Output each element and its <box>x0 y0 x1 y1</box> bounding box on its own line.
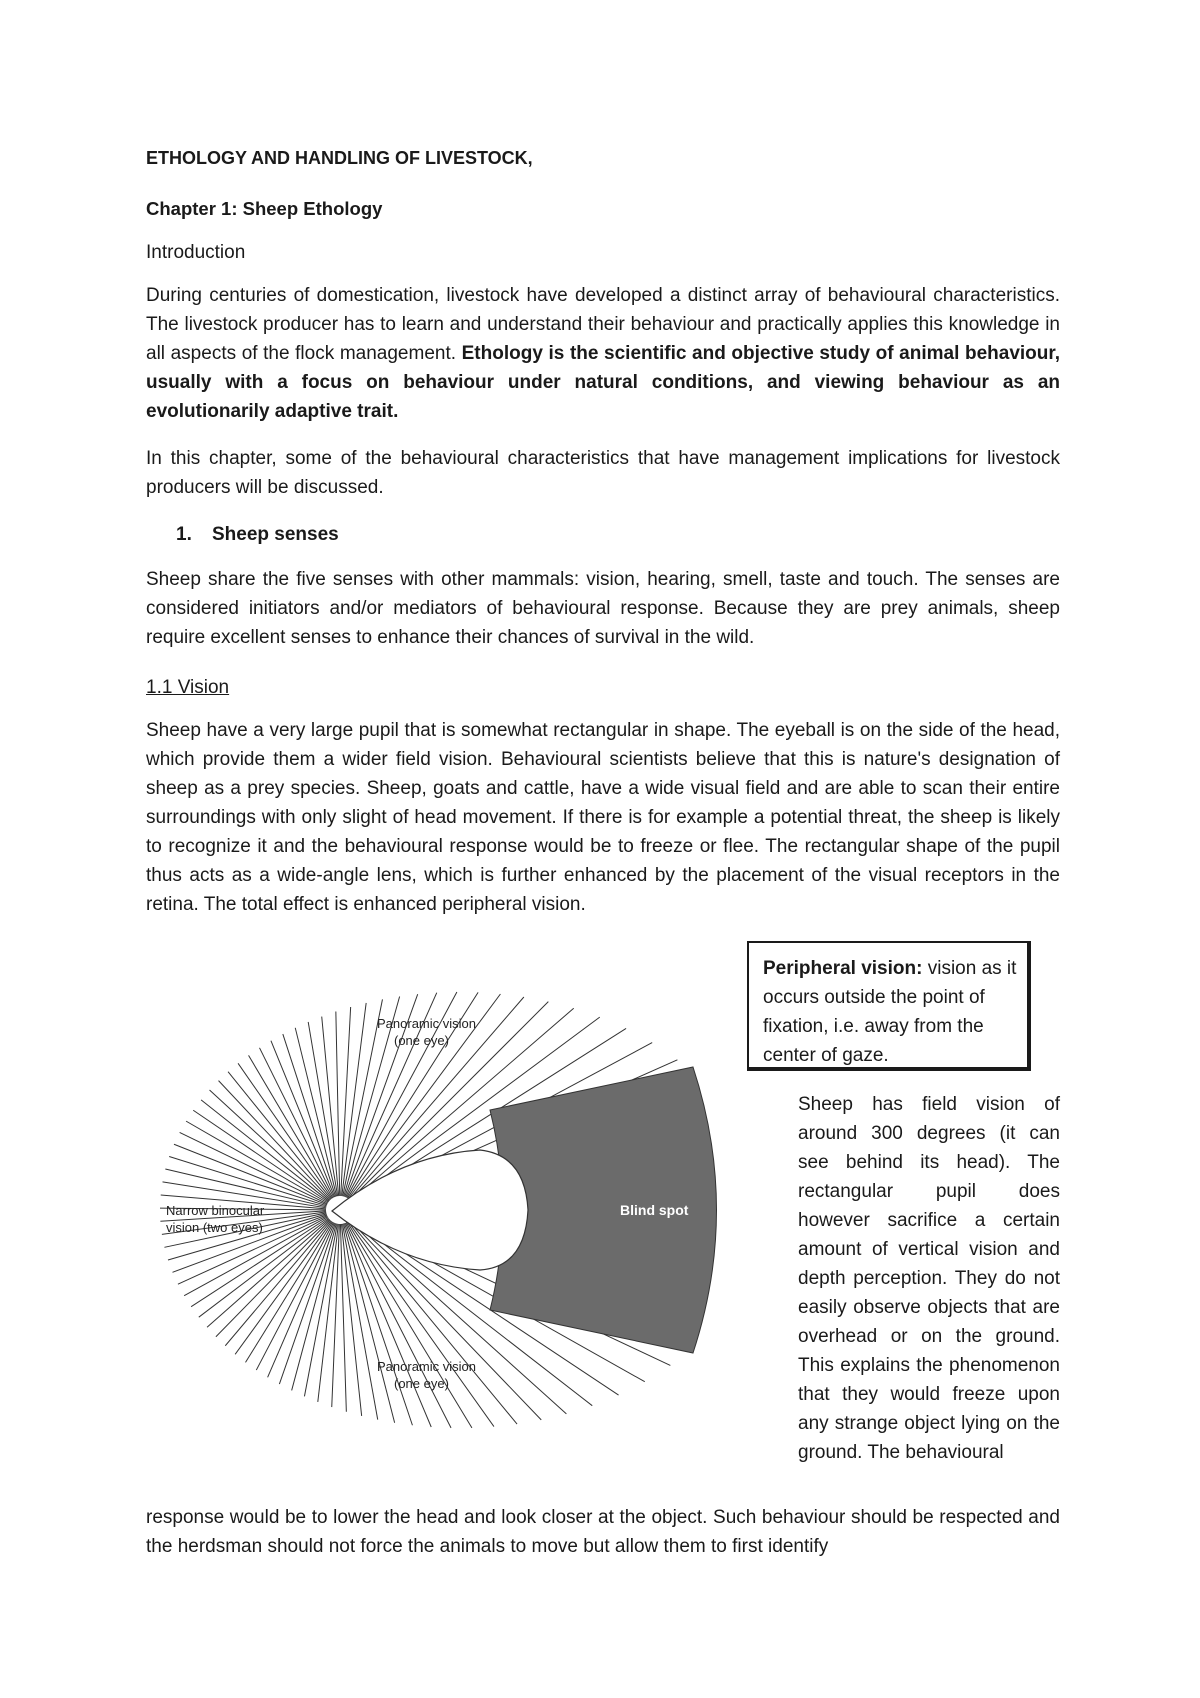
vision-ray <box>271 1041 335 1197</box>
vision-ray <box>343 1224 394 1423</box>
paragraph-domestication <box>146 281 1060 426</box>
section-title: Sheep senses <box>212 524 339 545</box>
label-binocular-2: vision (two eyes) <box>166 1220 263 1235</box>
vision-ray <box>341 1224 361 1416</box>
ethology-definition: Ethology is the scientific and objective study of animal behaviour, usually with a focus on behaviour under natural conditions, and viewing behaviour as an evolutionarily adaptive trait. <box>146 343 1060 422</box>
section-number: 1. <box>176 524 192 545</box>
vision-ray <box>344 1223 412 1425</box>
label-binocular-1: Narrow binocular <box>166 1203 265 1218</box>
label-panoramic-top-2: (one eye) <box>394 1033 449 1048</box>
vision-ray <box>216 1220 330 1337</box>
paragraph-field-vision-right: Sheep has field vision of around 300 degrees (it can see behind its head). The rectangular pupil does however sacrifice a certain amount of vertical vision and depth perception. They do not easily observe objects that are overhead or on the ground. This explains the phenomenon that they would freeze upon any strange object lying on the ground. The behavioural <box>798 1094 1060 1463</box>
paragraph-chapter-scope: In this chapter, some of the behavioural characteristics that have management implications for livestock producers will be discussed. <box>146 448 1060 498</box>
paragraph-field-vision-bottom: response would be to lower the head and look closer at the object. Such behaviour should be respected and the herdsman should not force the animals to move but allow them to first identify <box>146 1507 1060 1557</box>
document-title: ETHOLOGY AND HANDLING OF LIVESTOCK, <box>146 148 533 168</box>
vision-field-svg <box>150 985 730 1455</box>
callout-text <box>763 954 1025 1070</box>
label-panoramic-top-1: Panoramic vision <box>377 1016 476 1031</box>
label-panoramic-bottom-1: Panoramic vision <box>377 1359 476 1374</box>
vision-ray <box>342 1224 377 1420</box>
callout-term: Peripheral vision: <box>763 958 923 979</box>
paragraph-vision: Sheep have a very large pupil that is somewhat rectangular in shape. The eyeball is on the side of the head, which provide them a wider field vision. Behavioural scientists believe that this is nature's designation of sheep as a prey species. Sheep, goats and cattle, have a wide visual field and are able to scan their entire surroundings with only slight of head movement. If there is for example a potential threat, the sheep is likely to recognize it and the behavioural response would be to freeze or flee. The rectangular shape of the pupil thus acts as a wide-angle lens, which is further enhanced by the placement of the visual receptors in the retina. The total effect is enhanced peripheral vision. <box>146 720 1060 915</box>
subsection-heading-vision: 1.1 Vision <box>146 677 230 698</box>
vision-ray <box>180 1132 328 1203</box>
label-panoramic-bottom-2: (one eye) <box>394 1376 449 1391</box>
vision-ray <box>225 1221 331 1346</box>
introduction-heading: Introduction <box>146 242 246 263</box>
paragraph-senses: Sheep share the five senses with other mammals: vision, hearing, smell, taste and touch. The senses are considered initiators and/or mediators of behavioural response. Because they are prey animals, sheep require excellent senses to enhance their chances of survival in the wild. <box>146 569 1060 648</box>
vision-ray <box>279 1223 335 1384</box>
paragraph-domestication-text: During centuries of domestication, livestock have developed a distinct array of behavioural characteristics. The livestock producer has to learn and understand their behaviour and practically applies this knowledge in all aspects of the flock management. <box>146 285 1060 364</box>
callout-definition: vision as it occurs outside the point of fixation, i.e. away from the center of gaze. <box>763 958 1017 1066</box>
vision-ray <box>304 1224 337 1397</box>
vision-ray <box>340 1224 346 1412</box>
chapter-heading: Chapter 1: Sheep Ethology <box>146 198 383 219</box>
peripheral-vision-callout <box>747 941 1031 1071</box>
label-blind-spot: Blind spot <box>620 1202 689 1218</box>
section-heading-sheep-senses <box>146 520 1060 549</box>
sheep-vision-diagram <box>150 985 730 1455</box>
